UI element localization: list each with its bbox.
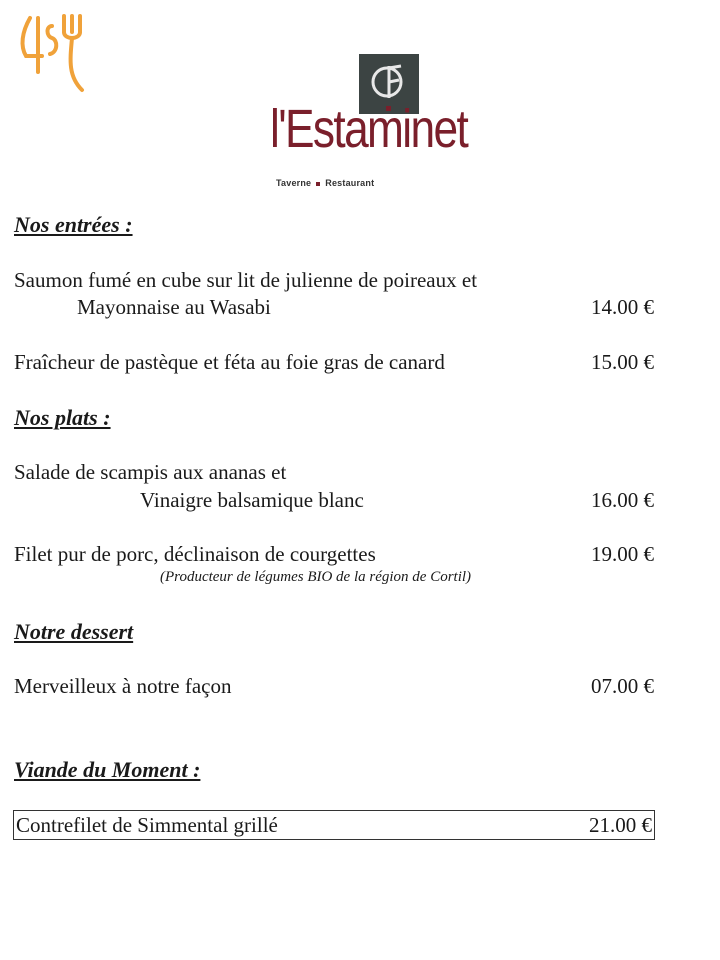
subtitle-restaurant: Restaurant — [325, 178, 375, 188]
menu-item-line: Salade de scampis aux ananas et — [14, 460, 287, 484]
restaurant-logo — [270, 54, 468, 190]
featured-item-box — [13, 810, 655, 840]
menu-item-line: Vinaigre balsamique blanc — [140, 488, 364, 512]
section-title-viande: Viande du Moment : — [14, 757, 201, 782]
section-title-plats: Nos plats : — [14, 405, 111, 430]
subtitle-taverne: Taverne — [276, 178, 312, 188]
menu-item-line: Fraîcheur de pastèque et féta au foie gras de canard — [14, 350, 445, 374]
menu-item-line: Merveilleux à notre façon — [14, 674, 232, 698]
menu-item-price: 14.00 € — [591, 295, 654, 319]
menu-item-line: Saumon fumé en cube sur lit de julienne de poireaux et — [14, 268, 478, 292]
menu-item-price: 15.00 € — [591, 350, 654, 374]
subtitle-separator — [316, 182, 320, 186]
section-title-dessert: Notre dessert — [14, 619, 134, 644]
section-title-entrees: Nos entrées : — [14, 212, 133, 237]
menu-item-price: 07.00 € — [591, 674, 654, 698]
menu-item-price: 21.00 € — [589, 813, 652, 837]
menu-item-price: 16.00 € — [591, 488, 654, 512]
restaurant-subtitle — [276, 178, 374, 188]
menu-item-line: Filet pur de porc, déclinaison de courgettes — [14, 542, 376, 566]
corner-fork-logo-icon — [16, 12, 88, 96]
menu-item-line: Mayonnaise au Wasabi — [77, 295, 271, 319]
restaurant-name: l'Estaminet — [270, 99, 468, 159]
menu-item-note: (Producteur de légumes BIO de la région de Cortil) — [160, 569, 472, 585]
menu-item-line: Contrefilet de Simmental grillé — [16, 813, 278, 837]
menu-item-price: 19.00 € — [591, 542, 654, 566]
